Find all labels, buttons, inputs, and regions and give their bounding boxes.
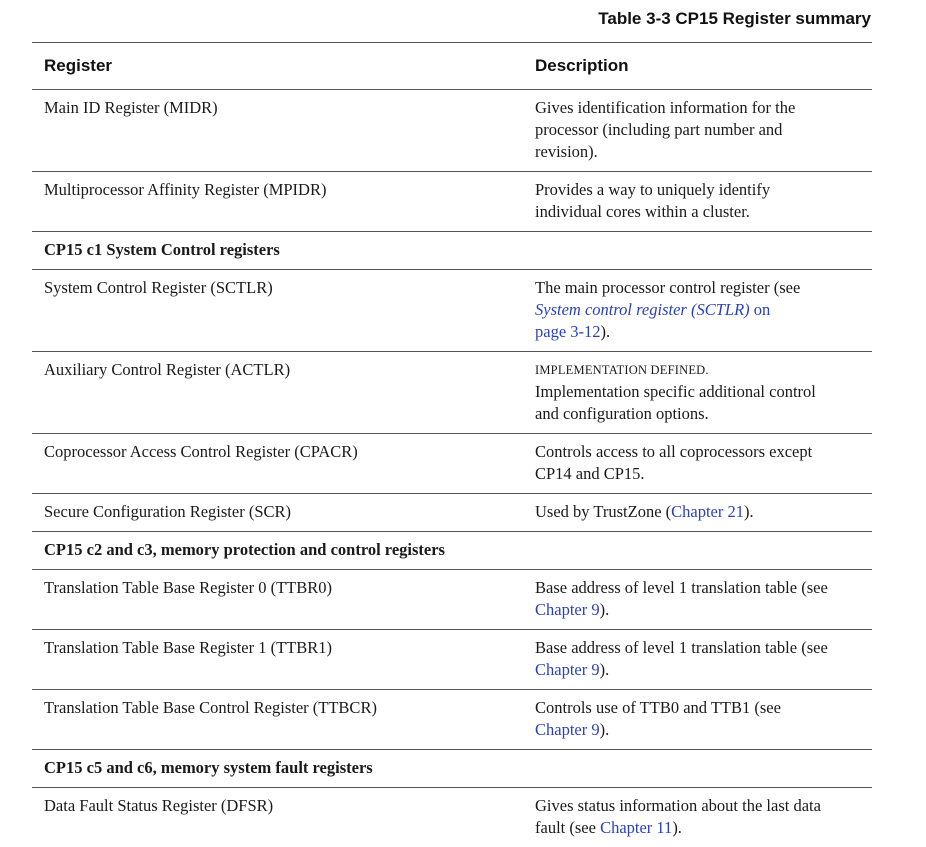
register-description bbox=[535, 441, 860, 485]
register-name: Translation Table Base Control Register (TTBCR) bbox=[44, 698, 377, 717]
register-summary-table bbox=[32, 42, 872, 847]
register-name: Auxiliary Control Register (ACTLR) bbox=[44, 360, 291, 379]
description-line: Base address of level 1 translation table (see bbox=[535, 638, 828, 657]
description-line: CP14 and CP15. bbox=[535, 464, 645, 483]
description-end: ). bbox=[672, 818, 682, 837]
register-name: Translation Table Base Register 0 (TTBR0) bbox=[44, 578, 333, 597]
table-row bbox=[32, 570, 872, 630]
register-description bbox=[535, 795, 860, 839]
table-row bbox=[32, 788, 872, 847]
table-row bbox=[32, 630, 872, 690]
register-name: Translation Table Base Register 1 (TTBR1) bbox=[44, 638, 333, 657]
section-title: CP15 c2 and c3, memory protection and control registers bbox=[44, 540, 445, 559]
description-line: Implementation specific additional control bbox=[535, 382, 816, 401]
description-line: Controls use of TTB0 and TTB1 (see bbox=[535, 698, 781, 717]
register-description bbox=[535, 637, 860, 681]
table-row bbox=[32, 90, 872, 172]
implementation-defined-label: IMPLEMENTATION DEFINED. bbox=[535, 363, 709, 377]
section-row bbox=[32, 532, 872, 570]
register-name: Secure Configuration Register (SCR) bbox=[44, 502, 292, 521]
description-end: ). bbox=[744, 502, 754, 521]
register-description bbox=[535, 179, 860, 223]
chapter-link[interactable]: Chapter 11 bbox=[600, 818, 673, 837]
register-description bbox=[535, 97, 860, 163]
register-description bbox=[535, 697, 860, 741]
register-description bbox=[535, 501, 860, 523]
table-row bbox=[32, 270, 872, 352]
description-end: ). bbox=[599, 720, 610, 739]
section-row bbox=[32, 232, 872, 270]
chapter-link[interactable]: Chapter 21 bbox=[671, 502, 744, 521]
section-row bbox=[32, 750, 872, 788]
register-description bbox=[535, 577, 860, 621]
register-description bbox=[535, 277, 860, 343]
link-on-text[interactable]: on bbox=[749, 300, 771, 319]
description-end: ). bbox=[600, 322, 611, 341]
register-description bbox=[535, 359, 860, 425]
description-end: ). bbox=[599, 660, 610, 679]
table-row bbox=[32, 172, 872, 232]
table-row bbox=[32, 352, 872, 434]
description-line: Base address of level 1 translation table (see bbox=[535, 578, 828, 597]
register-name: System Control Register (SCTLR) bbox=[44, 278, 273, 297]
section-title: CP15 c5 and c6, memory system fault registers bbox=[44, 758, 373, 777]
description-line: Gives identification information for the bbox=[535, 98, 796, 117]
description-text: fault (see bbox=[535, 818, 601, 837]
section-title: CP15 c1 System Control registers bbox=[44, 240, 280, 259]
description-line: revision). bbox=[535, 142, 598, 161]
description-line: Provides a way to uniquely identify bbox=[535, 180, 771, 199]
description-line: processor (including part number and bbox=[535, 120, 783, 139]
description-line: Controls access to all coprocessors except bbox=[535, 442, 813, 461]
chapter-link[interactable]: Chapter 9 bbox=[535, 720, 600, 739]
register-name: Coprocessor Access Control Register (CPACR) bbox=[44, 442, 358, 461]
table-row bbox=[32, 494, 872, 532]
chapter-link[interactable]: Chapter 9 bbox=[535, 600, 600, 619]
description-text: Used by TrustZone ( bbox=[535, 502, 672, 521]
column-header-description: Description bbox=[535, 56, 629, 75]
chapter-link[interactable]: Chapter 9 bbox=[535, 660, 600, 679]
table-header-row bbox=[32, 43, 872, 90]
description-line: The main processor control register (see bbox=[535, 278, 801, 297]
description-line: Gives status information about the last data bbox=[535, 796, 821, 815]
page-link[interactable]: page 3-12 bbox=[535, 322, 601, 341]
register-name: Data Fault Status Register (DFSR) bbox=[44, 796, 274, 815]
register-name: Multiprocessor Affinity Register (MPIDR) bbox=[44, 180, 327, 199]
column-header-register: Register bbox=[44, 56, 113, 75]
description-line: individual cores within a cluster. bbox=[535, 202, 750, 221]
sctlr-section-link[interactable]: System control register (SCTLR) bbox=[535, 300, 750, 319]
description-line: and configuration options. bbox=[535, 404, 709, 423]
table-row bbox=[32, 690, 872, 750]
description-end: ). bbox=[599, 600, 610, 619]
table-caption: Table 3-3 CP15 Register summary bbox=[598, 9, 871, 28]
table-row bbox=[32, 434, 872, 494]
register-name: Main ID Register (MIDR) bbox=[44, 98, 218, 117]
